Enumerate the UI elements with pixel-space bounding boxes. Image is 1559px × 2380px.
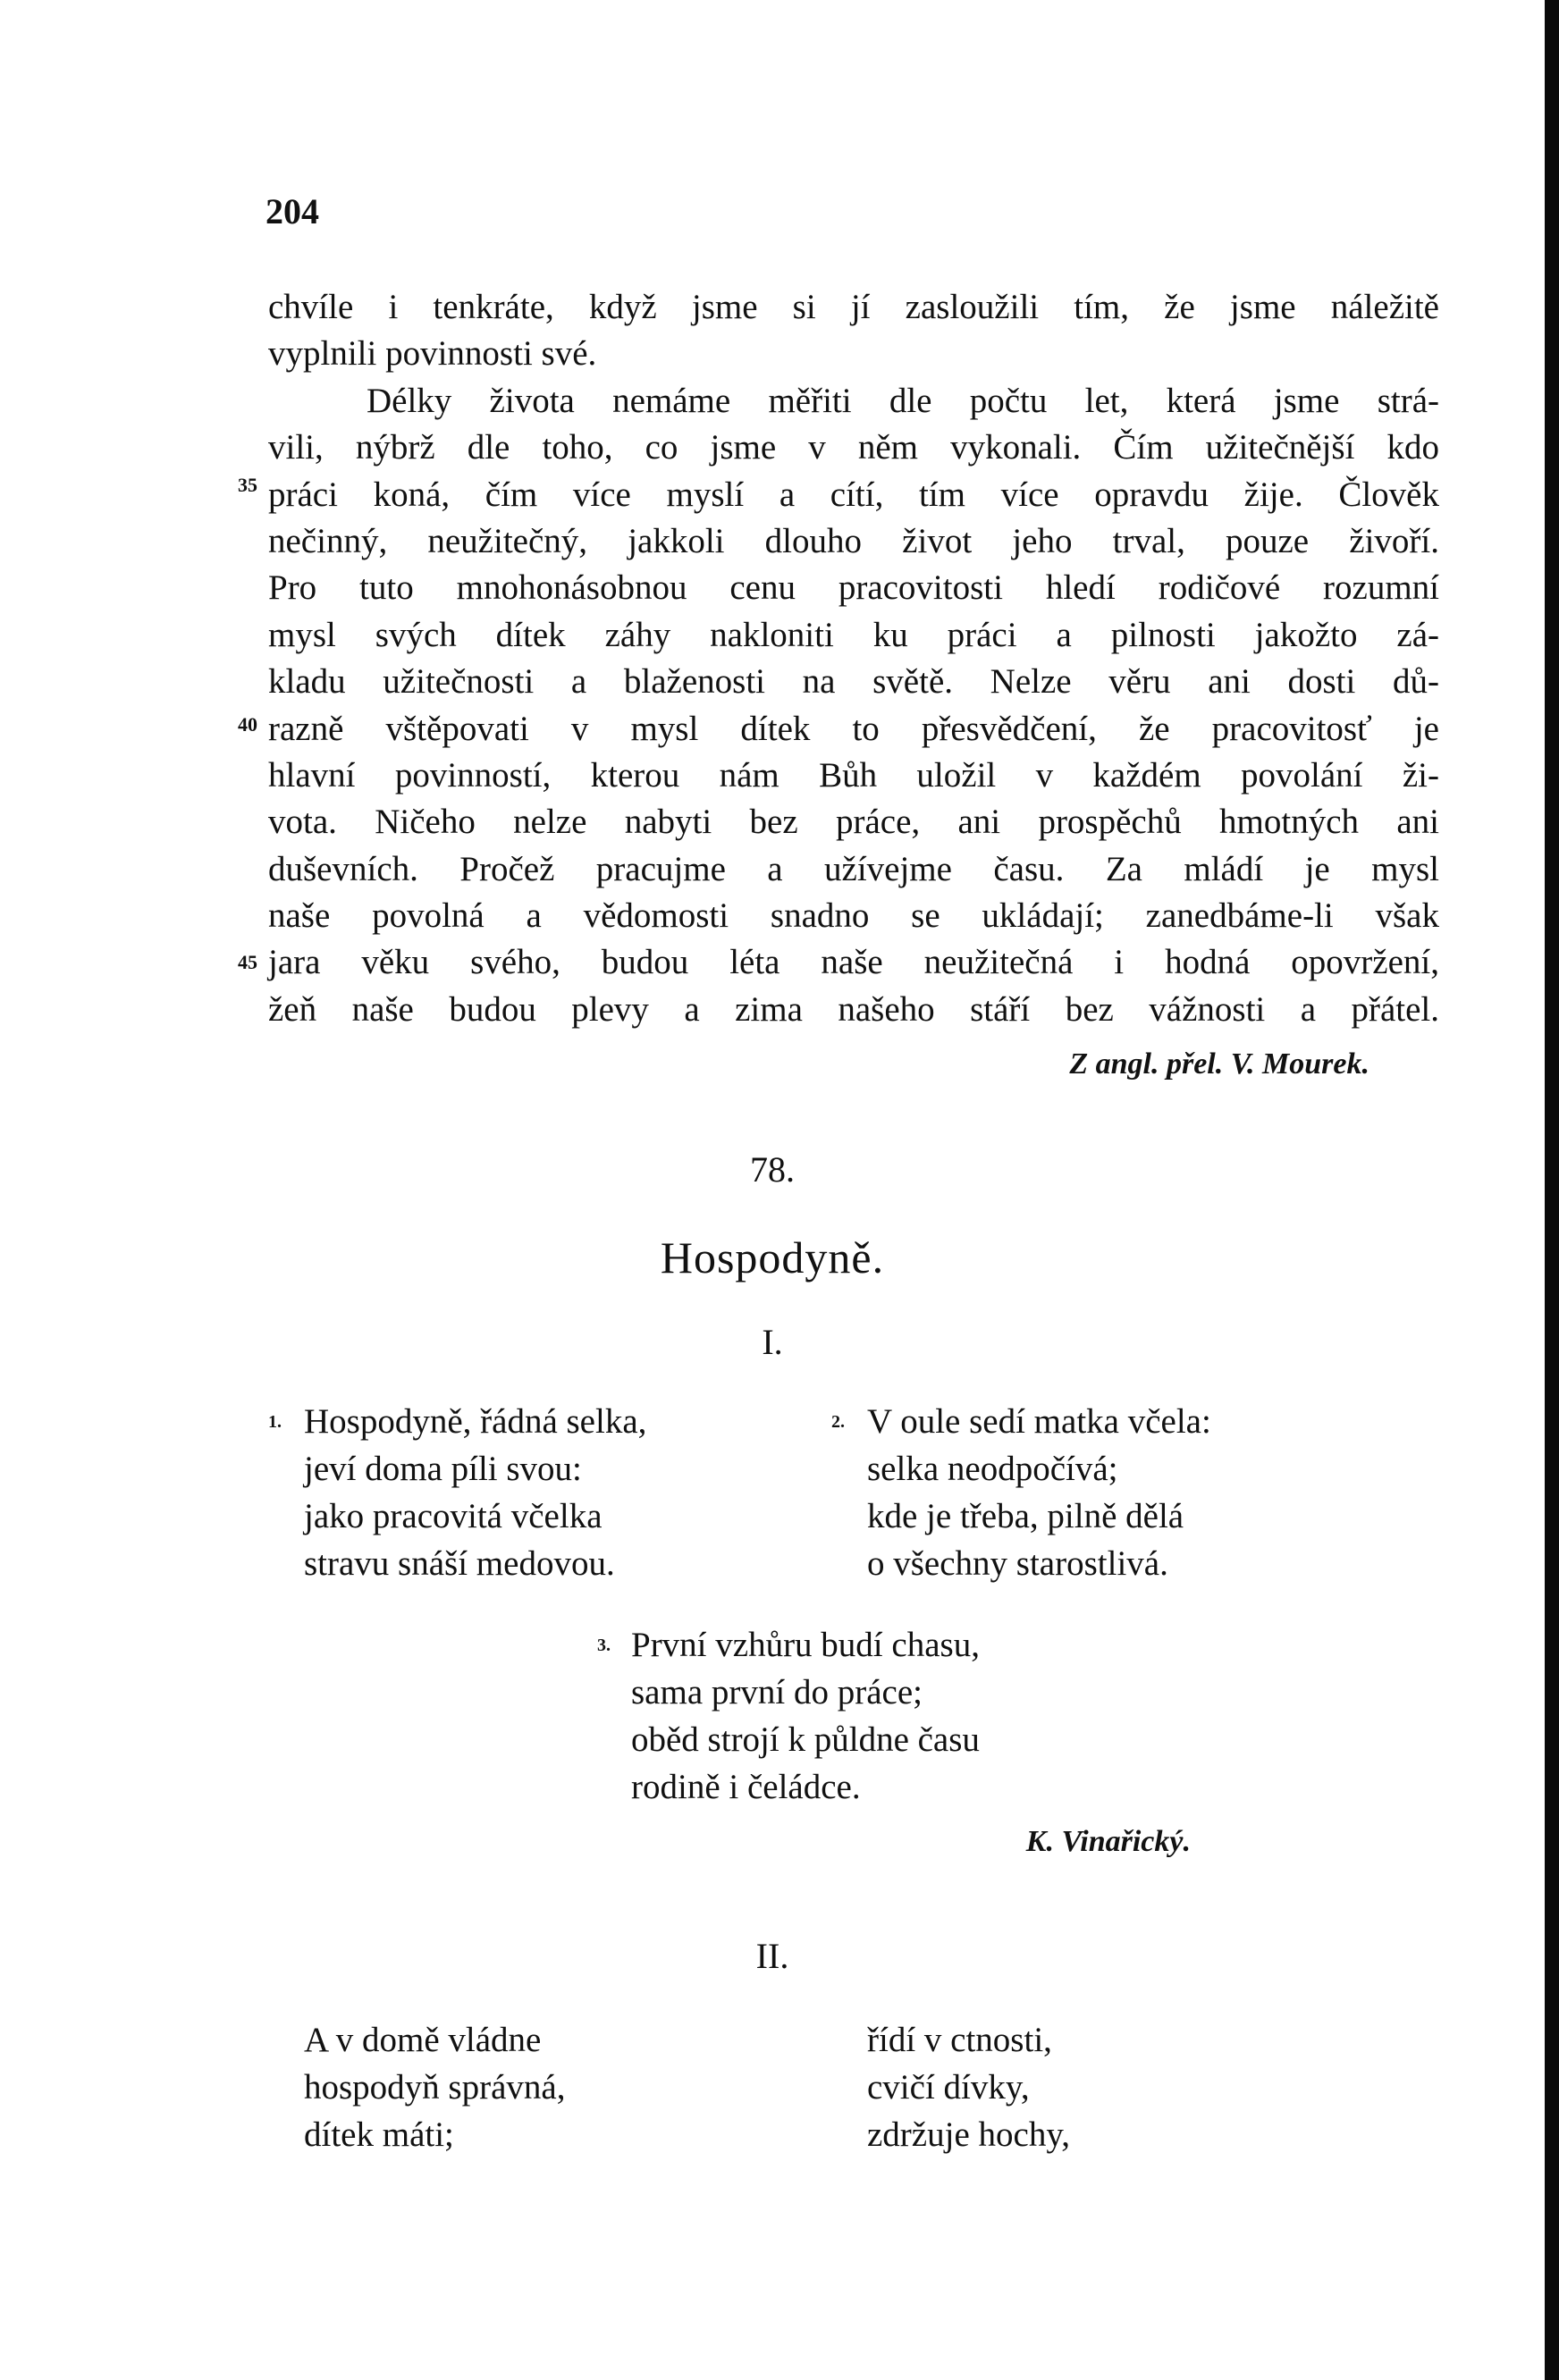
verse-line: hospodyň správná, xyxy=(304,2068,566,2107)
stanza-4 xyxy=(304,2016,565,2158)
stanza-3 xyxy=(631,1621,980,1811)
stanza-number: 2. xyxy=(831,1412,845,1432)
verse-line: stravu snáší medovou. xyxy=(304,1544,615,1583)
prose-line: nečinný, neužitečný, jakkoli dlouho život jeho trval, pouze živoří. xyxy=(268,521,1439,560)
prose-line: Délky života nemáme měřiti dle počtu let, která jsme strá- xyxy=(367,381,1439,420)
stanza-2 xyxy=(867,1398,1211,1587)
poem-title: Hospodyně. xyxy=(660,1232,885,1283)
verse-line: jako pracovitá včelka xyxy=(304,1497,603,1535)
prose-line: vota. Ničeho nelze nabyti bez práce, ani prospěchů hmotných ani xyxy=(268,803,1439,842)
prose-line: razně vštěpovati v mysl dítek to přesvědčení, že pracovitosť je xyxy=(268,709,1439,748)
verse-line: První vzhůru budí chasu, xyxy=(631,1626,980,1664)
prose-line: naše povolná a vědomosti snadno se ukládají; zanedbáme-li však xyxy=(268,896,1439,936)
verse-line: o všechny starostlivá. xyxy=(867,1544,1168,1583)
attribution-vinaricky: K. Vinařický. xyxy=(1025,1825,1191,1858)
stanza-1 xyxy=(304,1398,646,1587)
prose-paragraphs xyxy=(268,284,1439,1033)
part-number-1: I. xyxy=(762,1322,783,1362)
verse-line: rodině i čeládce. xyxy=(631,1768,861,1806)
verse-line: jeví doma píli svou: xyxy=(304,1450,582,1488)
stanza-number: 3. xyxy=(597,1636,611,1655)
verse-line: řídí v ctnosti, xyxy=(867,2021,1052,2059)
stanza-5 xyxy=(867,2016,1070,2158)
verse-line: V oule sedí matka včela: xyxy=(867,1402,1211,1441)
margin-line-number: 35 xyxy=(238,474,257,496)
prose-line: vili, nýbrž dle toho, co jsme v něm vykonali. Čím užitečnější kdo xyxy=(268,428,1439,467)
section-number: 78. xyxy=(750,1149,795,1190)
prose-line: hlavní povinností, kterou nám Bůh uložil v každém povolání ži- xyxy=(268,755,1439,795)
prose-line: mysl svých dítek záhy nakloniti ku práci a pilnosti jakožto zá- xyxy=(268,615,1439,654)
verse-line: zdržuje hochy, xyxy=(867,2115,1071,2154)
part-number-2: II. xyxy=(755,1936,789,1976)
prose-line: jara věku svého, budou léta naše neužitečná i hodná opovržení, xyxy=(268,943,1439,982)
verse-line: sama první do práce; xyxy=(631,1673,923,1711)
stanza-number: 1. xyxy=(268,1412,282,1432)
prose-line: duševních. Pročež pracujme a užívejme času. Za mládí je mysl xyxy=(268,849,1439,888)
scan-edge xyxy=(1545,0,1559,2380)
verse-line: dítek máti; xyxy=(304,2115,454,2154)
prose-line: chvíle i tenkráte, když jsme si jí zasloužili tím, že jsme náležitě xyxy=(268,288,1439,326)
page-number: 204 xyxy=(265,191,319,231)
prose-line: práci koná, čím více myslí a cítí, tím více opravdu žije. Člověk xyxy=(268,475,1439,514)
verse-line: selka neodpočívá; xyxy=(867,1450,1118,1488)
verse-line: Hospodyně, řádná selka, xyxy=(304,1402,647,1441)
verse-line: kde je třeba, pilně dělá xyxy=(867,1497,1184,1535)
margin-line-number: 40 xyxy=(238,713,257,736)
attribution-mourek: Z angl. přel. V. Mourek. xyxy=(1069,1047,1369,1081)
margin-line-number: 45 xyxy=(238,951,257,973)
prose-line: Pro tuto mnohonásobnou cenu pracovitosti hledí rodičové rozumní xyxy=(268,568,1439,608)
prose-line: vyplnili povinnosti své. xyxy=(268,334,597,374)
verse-line: cvičí dívky, xyxy=(867,2068,1030,2107)
prose-line: kladu užitečnosti a blaženosti na světě. Nelze věru ani dosti dů- xyxy=(268,662,1439,702)
prose-line: žeň naše budou plevy a zima našeho stáří bez vážnosti a přátel. xyxy=(268,989,1439,1029)
verse-line: A v domě vládne xyxy=(304,2021,542,2059)
verse-line: oběd strojí k půldne času xyxy=(631,1720,980,1759)
